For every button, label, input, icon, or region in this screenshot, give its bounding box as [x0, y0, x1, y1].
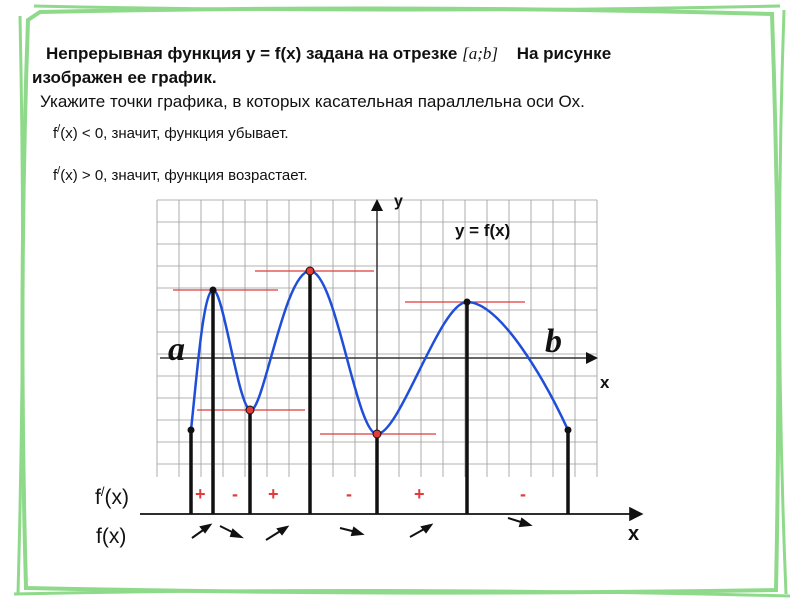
arrow-up-3 [410, 525, 431, 537]
question-text: Укажите точки графика, в которых касательная параллельна оси Ох. [40, 92, 585, 111]
hint-decreasing: f/(x) < 0, значит, функция убывает. [53, 123, 289, 142]
sign-3: + [268, 484, 279, 504]
arrow-up-1 [192, 525, 210, 538]
sign-5: + [414, 484, 425, 504]
segment-notation: [a;b] [462, 44, 498, 63]
x-axis-label: x [600, 373, 610, 392]
sign-2: - [232, 484, 238, 504]
sign-1: + [195, 484, 206, 504]
point-max-2 [306, 267, 314, 275]
arrow-down-1 [220, 526, 241, 537]
point-max-1 [210, 287, 217, 294]
b-label: b [545, 323, 562, 360]
point-b [565, 427, 572, 434]
monotonic-arrows [192, 518, 530, 540]
a-label: a [168, 331, 185, 368]
derivative-signs [195, 484, 526, 504]
statement-line-2: изображен ее график. [32, 68, 217, 87]
point-min-1 [246, 406, 254, 414]
sign-6: - [520, 484, 526, 504]
arrow-up-2 [266, 527, 287, 540]
point-a [188, 427, 195, 434]
point-min-2 [373, 430, 381, 438]
function-label: y = f(x) [455, 221, 511, 240]
arrow-down-2 [340, 528, 362, 535]
tangent-lines [173, 271, 525, 434]
arrow-down-3 [508, 518, 530, 526]
function-row-label: f(x) [96, 525, 127, 548]
y-axis-label: y [394, 193, 403, 210]
hint-increasing: f/(x) > 0, значит, функция возрастает. [53, 165, 308, 184]
vertical-drops [191, 271, 568, 514]
sign-chart-axis-label: x [628, 523, 640, 545]
sign-4: - [346, 484, 352, 504]
statement-line-1: Непрерывная функция y = f(x) задана на отрезке [a;b] На рисунке [46, 44, 612, 63]
derivative-row-label: f/(x) [95, 484, 129, 509]
point-max-3 [464, 299, 471, 306]
